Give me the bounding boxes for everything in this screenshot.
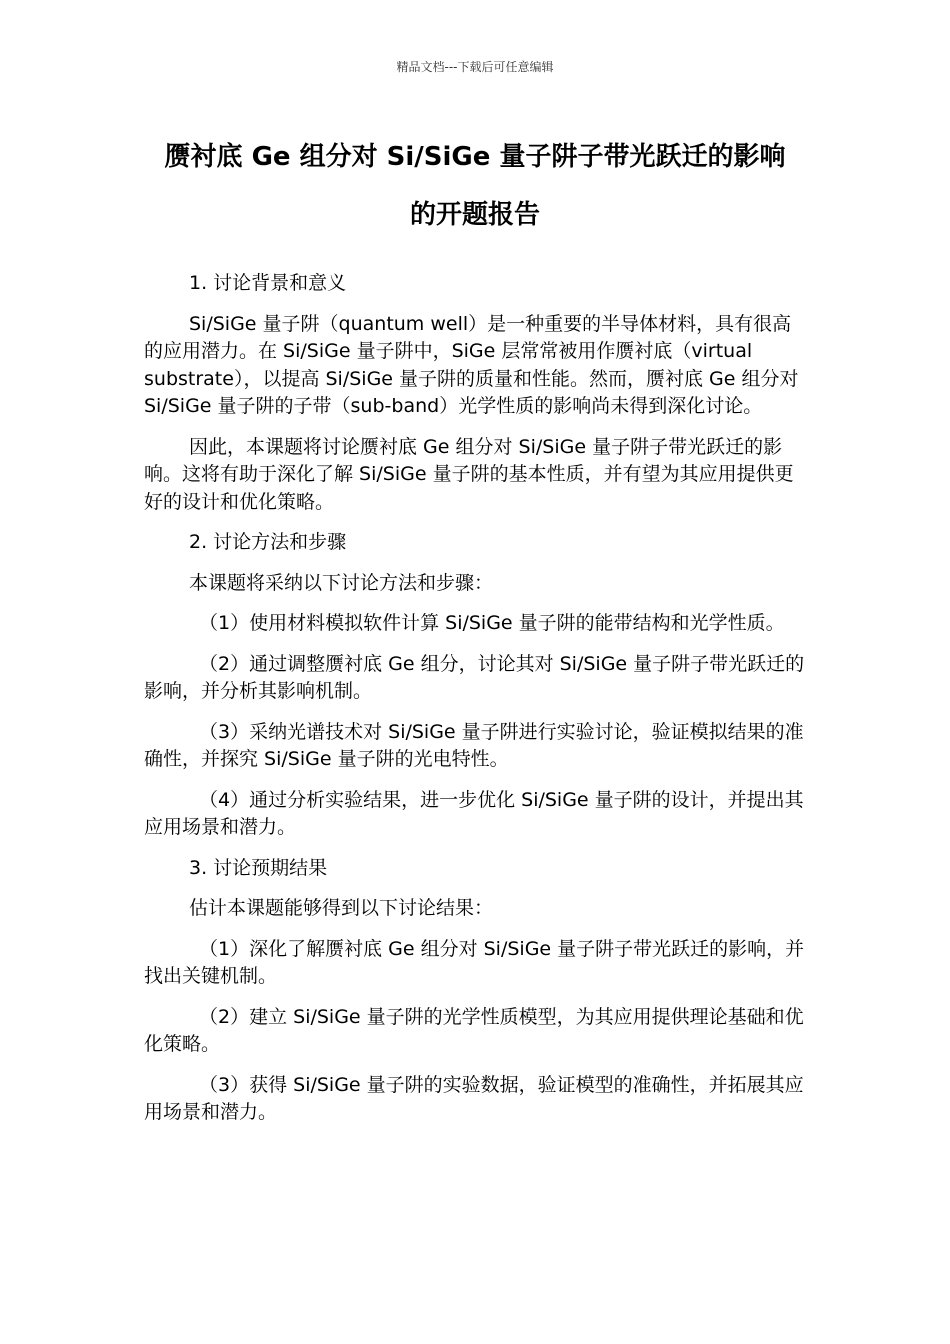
section-heading-background: 1. 讨论背景和意义 [189, 272, 347, 294]
title-line-2: 的开题报告 [409, 200, 540, 230]
document-title [100, 128, 850, 244]
result-item-3: （3）获得 Si/SiGe 量子阱的实验数据，验证模型的准确性，并拓展其应用场景和潜力。 [144, 1073, 804, 1123]
section-heading-methods: 2. 讨论方法和步骤 [189, 531, 347, 553]
section-heading-results: 3. 讨论预期结果 [189, 856, 328, 879]
method-item-3: （3）采纳光谱技术对 Si/SiGe 量子阱进行实验讨论，验证模拟结果的准确性，并探究 Si/SiGe 量子阱的光电特性。 [144, 720, 804, 770]
method-item-4: （4）通过分析实验结果，进一步优化 Si/SiGe 量子阱的设计，并提出其应用场景和潜力。 [144, 788, 804, 838]
paragraph-purpose: 因此，本课题将讨论赝衬底 Ge 组分对 Si/SiGe 量子阱子带光跃迁的影响。这将有助于深化了解 Si/SiGe 量子阱的基本性质，并有望为其应用提供更好的设计和优化策略。 [144, 435, 794, 513]
result-item-2: （2）建立 Si/SiGe 量子阱的光学性质模型，为其应用提供理论基础和优化策略。 [144, 1005, 804, 1055]
title-line-1: 赝衬底 Ge 组分对 Si/SiGe 量子阱子带光跃迁的影响 [164, 142, 786, 172]
paragraph-methods-intro: 本课题将采纳以下讨论方法和步骤： [189, 571, 494, 594]
paragraph-background: Si/SiGe 量子阱（quantum well）是一种重要的半导体材料，具有很高的应用潜力。在 Si/SiGe 量子阱中，SiGe 层常常被用作赝衬底（virtual substrate），以提高 Si/SiGe 量子阱的质量和性能。然而，赝衬底 Ge 组分对 Si/SiGe 量子阱的子带（sub-band）光学性质的影响尚未得到深化讨论。 [144, 312, 799, 417]
result-item-1: （1）深化了解赝衬底 Ge 组分对 Si/SiGe 量子阱子带光跃迁的影响，并找出关键机制。 [144, 937, 805, 987]
header-note: 精品文档---下载后可任意编辑 [396, 60, 554, 74]
paragraph-results-intro: 估计本课题能够得到以下讨论结果： [189, 897, 494, 919]
method-item-2: （2）通过调整赝衬底 Ge 组分，讨论其对 Si/SiGe 量子阱子带光跃迁的影响，并分析其影响机制。 [144, 652, 805, 702]
method-item-1: （1）使用材料模拟软件计算 Si/SiGe 量子阱的能带结构和光学性质。 [199, 612, 785, 634]
document-body [144, 270, 810, 1140]
